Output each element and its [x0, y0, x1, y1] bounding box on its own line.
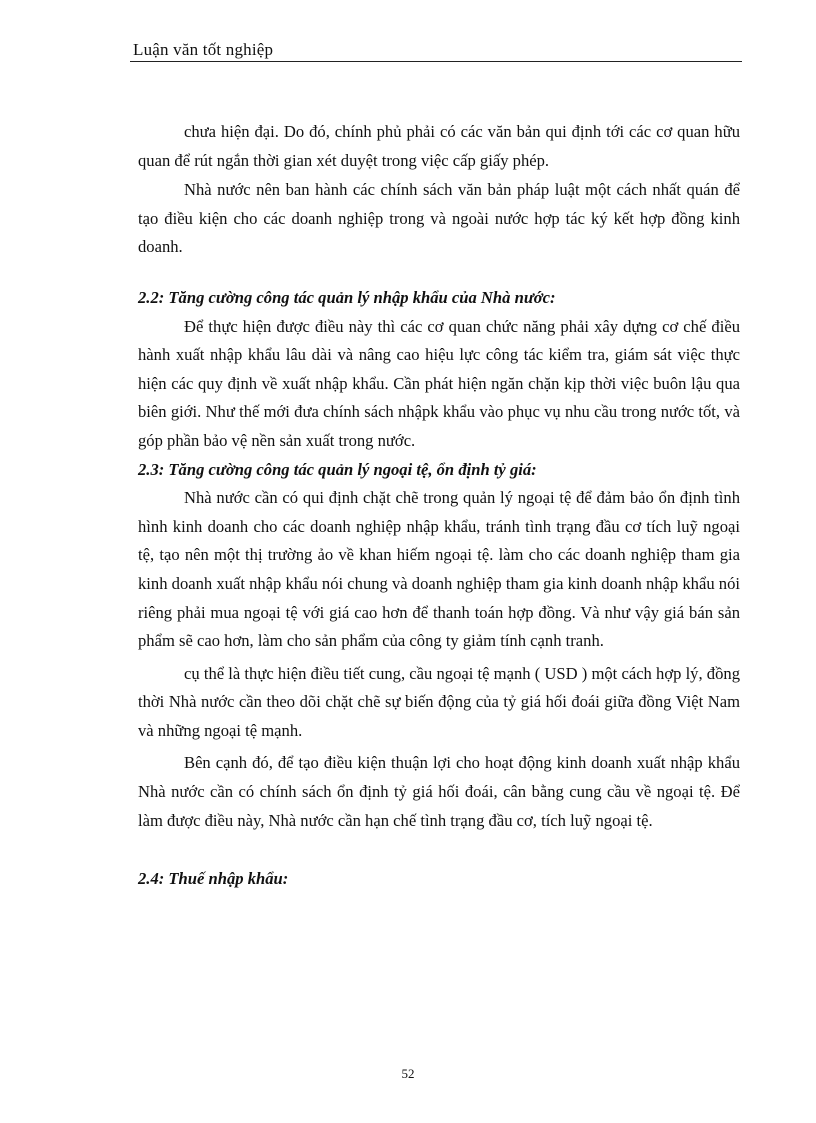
- paragraph-2: Nhà nước nên ban hành các chính sách văn bản pháp luật một cách nhất quán để tạo điều kiện cho các doanh nghiệp trong và ngoài nước hợp tác ký kết hợp đồng kinh doanh.: [138, 180, 740, 257]
- section-heading-2-4: 2.4: Thuế nhập khẩu:: [138, 869, 289, 889]
- paragraph-1: chưa hiện đại. Do đó, chính phủ phải có các văn bản qui định tới các cơ quan hữu quan để rút ngắn thời gian xét duyệt trong việc cấp giấy phép.: [138, 122, 740, 170]
- section-heading-2-2: 2.2: Tăng cường công tác quản lý nhập khẩu của Nhà nước:: [138, 287, 556, 307]
- header-title: Luận văn tốt nghiệp: [133, 40, 274, 59]
- page-content: [138, 118, 740, 894]
- page-number: 52: [401, 1066, 415, 1081]
- paragraph-6: Bên cạnh đó, để tạo điều kiện thuận lợi cho hoạt động kinh doanh xuất nhập khẩu Nhà nước cần có chính sách ổn định tỷ giá hối đoái, cân bằng cung cầu về ngoại tệ. Để làm được điều này, Nhà nước cần hạn chế tình trạng đầu cơ, tích luỹ ngoại tệ.: [138, 753, 740, 830]
- paragraph-5: cụ thể là thực hiện điều tiết cung, cầu ngoại tệ mạnh ( USD ) một cách hợp lý, đồng thời Nhà nước cần theo dõi chặt chẽ sự biến động của tỷ giá hối đoái giữa đồng Việt Nam và những ngoại tệ mạnh.: [138, 663, 740, 740]
- section-heading-2-3: 2.3: Tăng cường công tác quản lý ngoại tệ, ổn định tỷ giá:: [138, 459, 537, 479]
- paragraph-4: Nhà nước cần có qui định chặt chẽ trong quản lý ngoại tệ để đảm bảo ổn định tình hình kinh doanh cho các doanh nghiệp nhập khẩu, tránh tình trạng đầu cơ tích luỹ ngoại tệ, tạo nên một thị trường ảo về khan hiếm ngoại tệ. làm cho các doanh nghiệp tham gia kinh doanh xuất nhập khẩu nói chung và doanh nghiệp tham gia kinh doanh nhập khẩu nói riêng phải mua ngoại tệ với giá cao hơn để thanh toán hợp đồng. Và như vậy giá bán sản phẩm sẽ cao hơn, làm cho sản phẩm của công ty giảm tính cạnh tranh.: [138, 488, 740, 651]
- paragraph-3: Để thực hiện được điều này thì các cơ quan chức năng phải xây dựng cơ chế điều hành xuất nhập khẩu lâu dài và nâng cao hiệu lực công tác kiểm tra, giám sát việc thực hiện các quy định về xuất nhập khẩu. Cần phát hiện ngăn chặn kịp thời việc buôn lậu qua biên giới. Như thế mới đưa chính sách nhậpk khẩu vào phục vụ nhu cầu trong nước tốt, và góp phần bảo vệ nền sản xuất trong nước.: [138, 316, 740, 450]
- page-header: [130, 36, 742, 62]
